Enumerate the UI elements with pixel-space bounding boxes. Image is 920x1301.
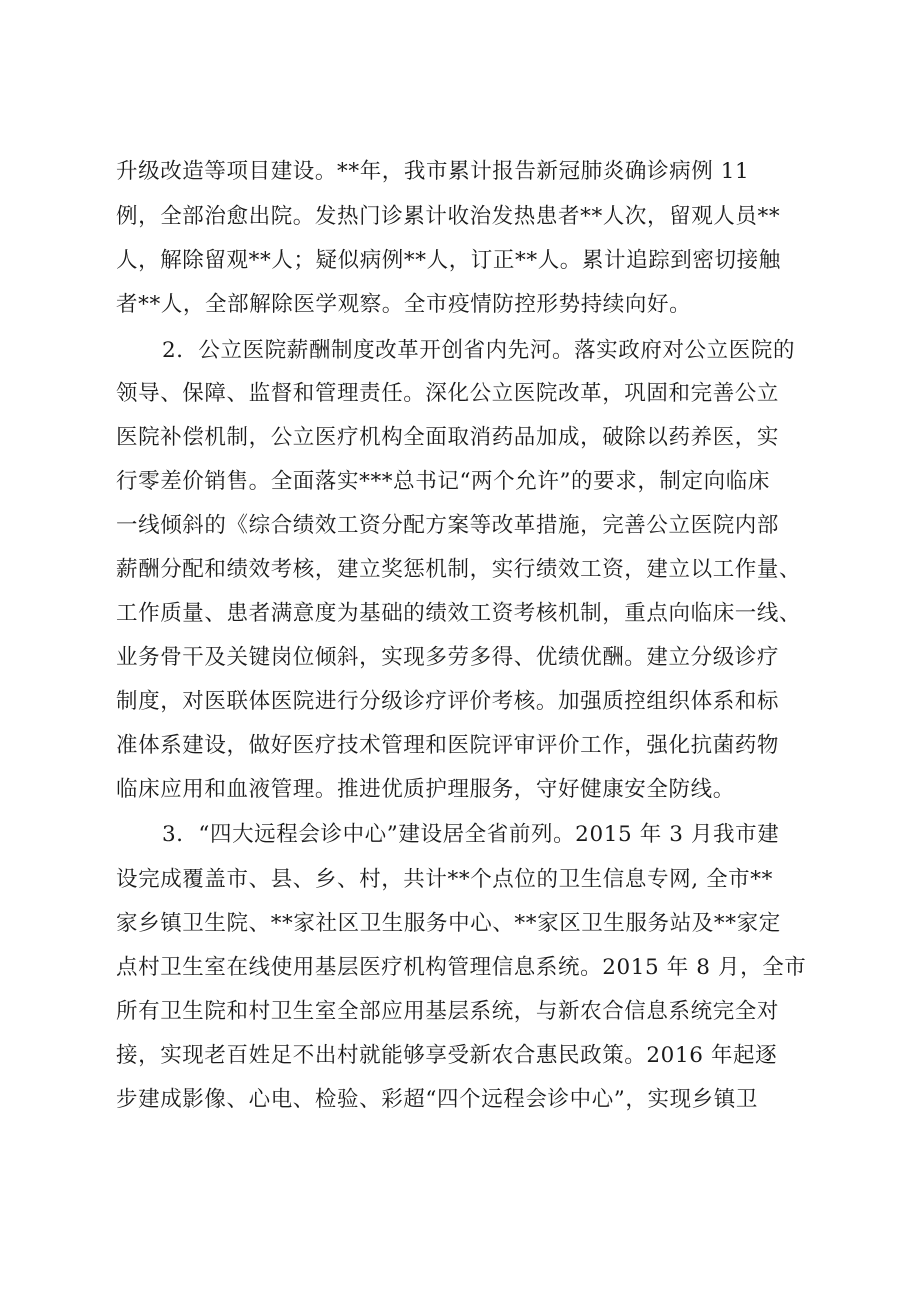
text-line: 步建成影像、心电、检验、彩超“四个远程会诊中心”，实现乡镇卫 [116,1087,758,1112]
paragraph-2-first-line: 2．公立医院薪酬制度改革开创省内先河。落实政府对公立医院的 [162,338,796,363]
text-line: 制度，对医联体医院进行分级诊疗评价考核。加强质控组织体系和标 [116,689,780,714]
text-line: 工作质量、患者满意度为基础的绩效工资考核机制，重点向临床一线、 [116,601,802,626]
text-line: 薪酬分配和绩效考核，建立奖惩机制，实行绩效工资，建立以工作量、 [116,557,802,582]
text-line: 所有卫生院和村卫生室全部应用基层系统，与新农合信息系统完全对 [116,999,780,1024]
text-line: 医院补偿机制，公立医疗机构全面取消药品加成，破除以药养医，实 [116,425,780,450]
text-line: 准体系建设，做好医疗技术管理和医院评审评价工作，强化抗菌药物 [116,733,780,758]
text-line: 设完成覆盖市、县、乡、村，共计**个点位的卫生信息专网, 全市** [116,867,773,892]
text-line: 业务骨干及关键岗位倾斜，实现多劳多得、优绩优酬。建立分级诊疗 [116,645,780,670]
text-line: 行零差价销售。全面落实***总书记“两个允许”的要求，制定向临床 [116,469,770,494]
text-line: 家乡镇卫生院、**家社区卫生服务中心、**家区卫生服务站及**家定 [116,911,781,936]
text-line: 领导、保障、监督和管理责任。深化公立医院改革，巩固和完善公立 [116,381,780,406]
text-line: 点村卫生室在线使用基层医疗机构管理信息系统。2015 年 8 月，全市 [116,955,807,980]
text-line: 人，解除留观**人；疑似病例**人，订正**人。累计追踪到密切接触 [116,248,781,273]
paragraph-3-first-line: 3．“四大远程会诊中心”建设居全省前列。2015 年 3 月我市建 [162,822,780,847]
text-line: 升级改造等项目建设。**年，我市累计报告新冠肺炎确诊病例 11 [116,159,750,184]
text-line: 临床应用和血液管理。推进优质护理服务，守好健康安全防线。 [116,777,735,802]
text-line: 例，全部治愈出院。发热门诊累计收治发热患者**人次，留观人员** [116,204,781,229]
text-line: 者**人，全部解除医学观察。全市疫情防控形势持续向好。 [116,292,692,317]
text-line: 接，实现老百姓足不出村就能够享受新农合惠民政策。2016 年起逐 [116,1043,778,1068]
text-line: 一线倾斜的《综合绩效工资分配方案等改革措施，完善公立医院内部 [116,513,780,538]
